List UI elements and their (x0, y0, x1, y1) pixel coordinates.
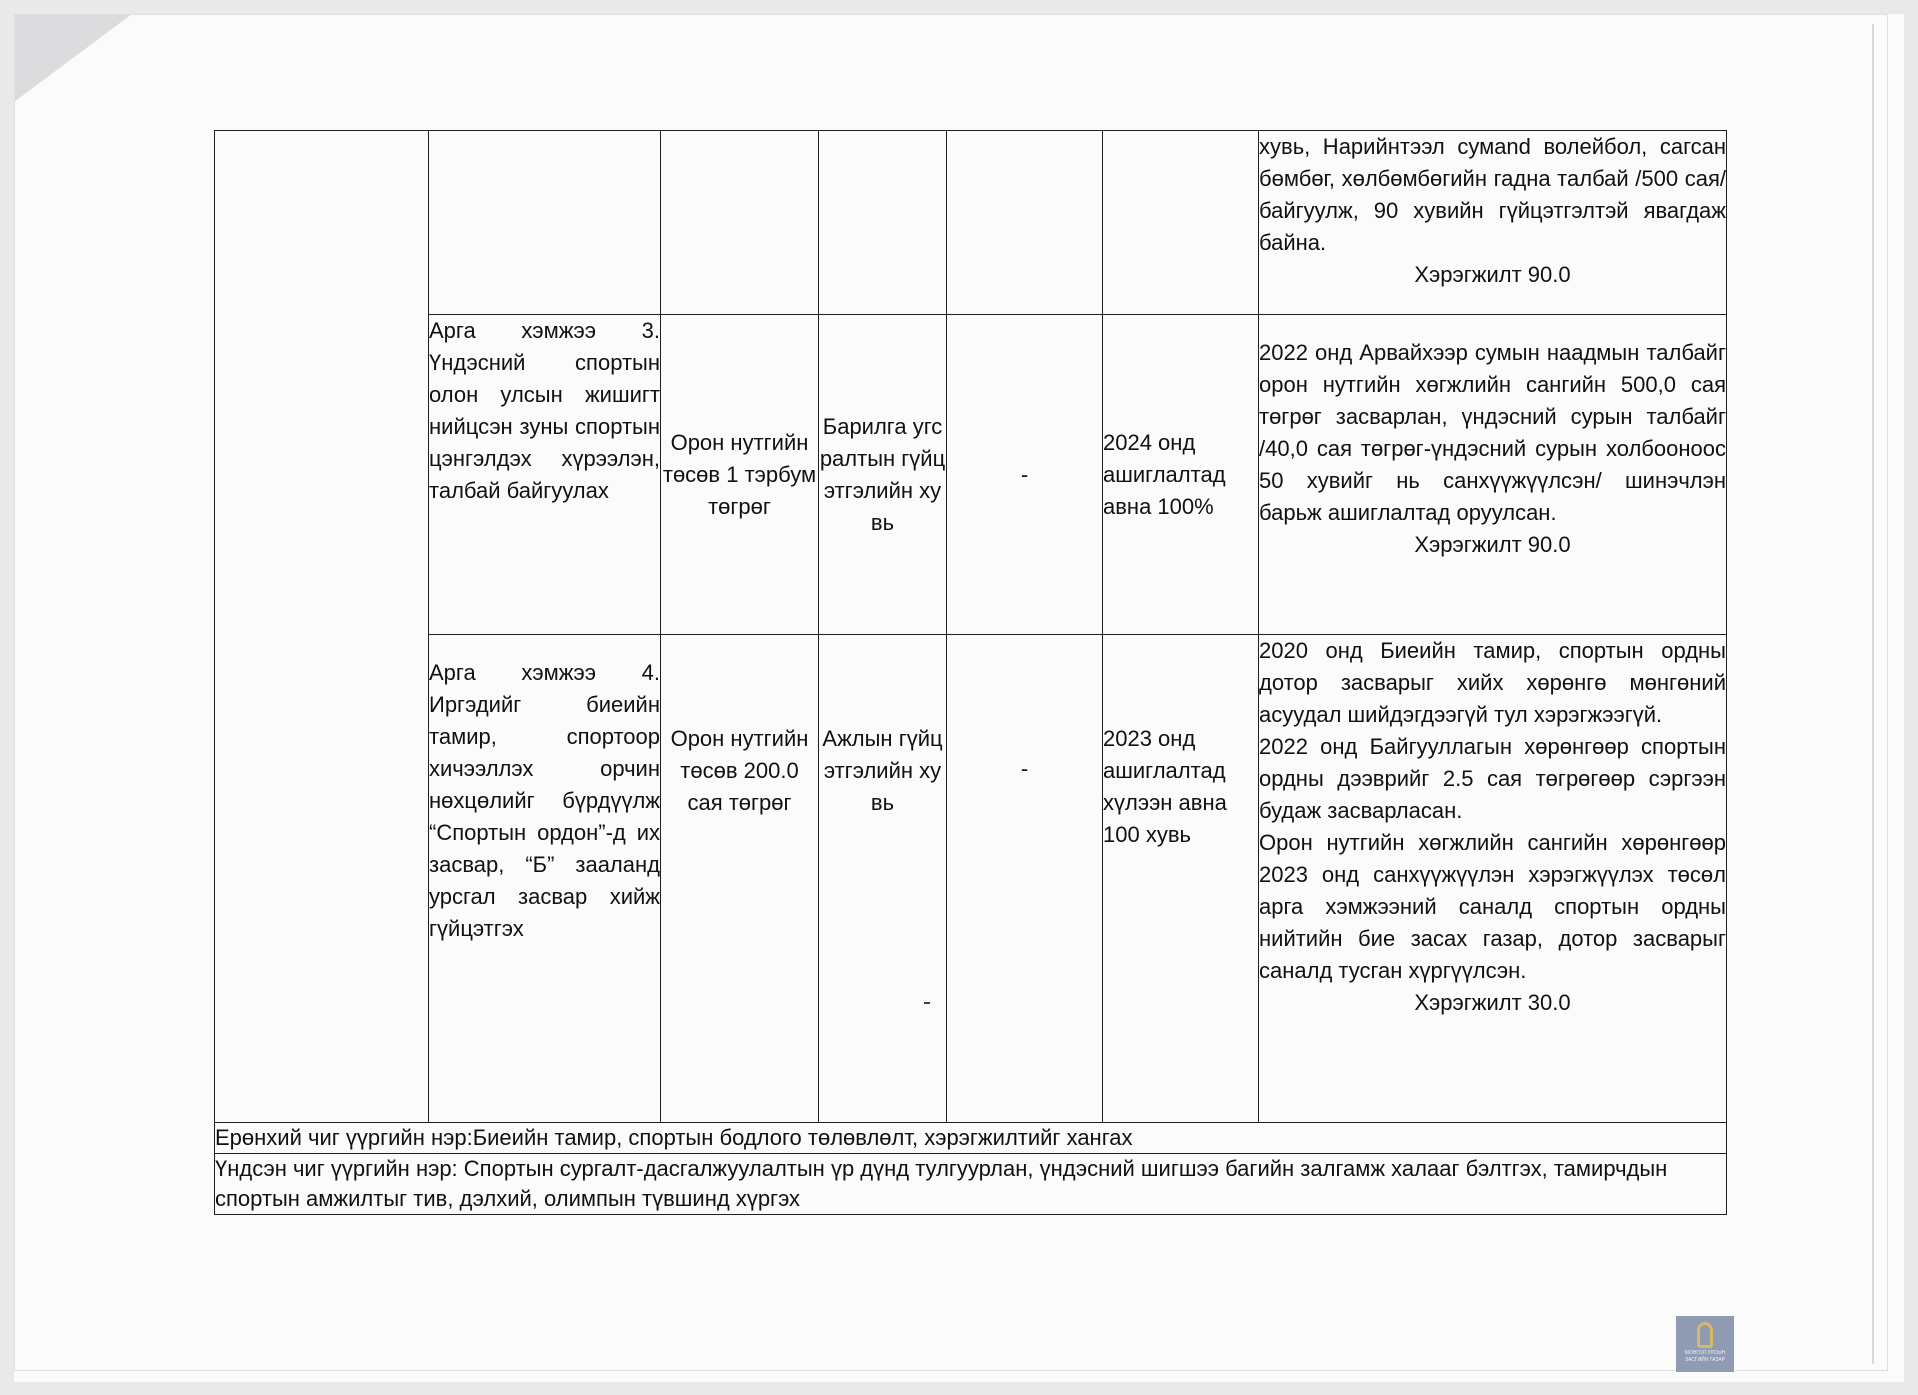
result-paragraph: Орон нутгийн хөгжлийн сангийн хөрөнгөөр 2023 онд санхүүжүүлэн хэрэгжүүлэх төсөл арга хэмжээний саналд спортын ордны нийтийн бие засах газар, дотор засварыг саналд тусган хүргүүлсэн. (1259, 830, 1726, 983)
main-direction-row (215, 1154, 1727, 1215)
compliance-score: Хэрэгжилт 90.0 (1414, 262, 1571, 287)
measure-cell (429, 635, 661, 1123)
result-cell (1259, 315, 1727, 635)
funding-cell (661, 315, 819, 635)
table-row-measure-3 (215, 315, 1727, 635)
state-emblem-icon (1697, 1322, 1713, 1348)
indicator-cell-empty (819, 131, 947, 315)
result-paragraph: 2022 онд Байгууллагын хөрөнгөөр спортын ордны дээврийг 2.5 сая төгрөгөөр сэргээн будаж засварласан. (1259, 734, 1726, 823)
target-cell-empty (1103, 131, 1259, 315)
funding-cell-empty (661, 131, 819, 315)
main-direction-text: Үндсэн чиг үүргийн нэр: Спортын сургалт-дасгалжуулалтын үр дүнд тулгуурлан, үндэсний шигшээ багийн залгамж халааг бэлтгэх, тамирчдын спортын амжилтыг тив, дэлхий, олимпын түвшинд хүргэх (215, 1156, 1668, 1211)
compliance-score: Хэрэгжилт 30.0 (1414, 990, 1571, 1015)
indicator-cell (819, 635, 947, 1123)
result-paragraph: 2022 онд Арвайхээр сумын наадмын талбайг орон нутгийн хөгжлийн сангийн 500,0 сая төгрөг засварлан, үндэсний сурын талбайг /40,0 сая төгрөг-үндэсний сурын холбооноос 50 хувийг нь санхүүжүүлсэн/ шинэчлэн барьж ашиглалтад оруулсан. (1259, 340, 1726, 525)
action-plan-table (214, 130, 1727, 1215)
funding-cell (661, 635, 819, 1123)
baseline-cell-empty (947, 131, 1103, 315)
target-text: 2023 онд ашиглалтад хүлээн авна 100 хувь (1103, 726, 1227, 847)
general-direction-text: Ерөнхий чиг үүргийн нэр:Биеийн тамир, спортын бодлого төлөвлөлт, хэрэгжилтийг хангах (215, 1125, 1133, 1150)
general-direction-cell (215, 1123, 1727, 1154)
general-direction-row (215, 1123, 1727, 1154)
funding-text: Орон нутгийн төсөв 200.0 сая төгрөг (670, 726, 809, 815)
measure-cell-empty (429, 131, 661, 315)
measure-text: Арга хэмжээ 4. Иргэдийг биеийн тамир, спортоор хичээллэх орчин нөхцөлийг бүрдүүлж “Спортын ордон”-д их засвар, “Б” зааланд урсгал засвар хийж гүйцэтгэх (429, 660, 660, 941)
table-row-continued (215, 131, 1727, 315)
main-direction-cell (215, 1154, 1727, 1215)
result-paragraph: 2020 онд Биеийн тамир, спортын ордны дотор засварыг хийх хөрөнгө мөнгөний асуудал шийдэгдээгүй тул хэрэгжээгүй. (1259, 638, 1726, 727)
seal-caption: МОНГОЛ УЛСЫН ЗАСГИЙН ГАЗАР (1684, 1350, 1726, 1363)
stray-dash-mark (924, 1002, 930, 1004)
indicator-text: Ажлын гүйцэтгэлийн хувь (822, 726, 943, 815)
indicator-text: Барилга угсралтын гүйцэтгэлийн хувь (819, 413, 946, 535)
target-text: 2024 онд ашиглалтад авна 100% (1103, 429, 1226, 519)
goal-cell-empty (215, 131, 429, 1123)
funding-text: Орон нутгийн төсөв 1 тэрбум төгрөг (662, 429, 817, 519)
government-seal (1676, 1316, 1734, 1372)
result-cell (1259, 635, 1727, 1123)
baseline-cell (947, 635, 1103, 1123)
target-cell (1103, 315, 1259, 635)
baseline-cell (947, 315, 1103, 635)
target-cell (1103, 635, 1259, 1123)
page-edge-line (1872, 24, 1874, 1364)
compliance-score: Хэрэгжилт 90.0 (1414, 532, 1571, 557)
measure-text: Арга хэмжээ 3. Үндэсний спортын олон улсын жишигт нийцсэн зуны спортын цэнгэлдэх хүрээлэн, талбай байгуулах (429, 318, 660, 503)
baseline-text: - (1020, 756, 1029, 781)
result-cell (1259, 131, 1727, 315)
result-text: хувь, Нарийнтээл сумand волейбол, сагсан бөмбөг, хөлбөмбөгийн гадна талбай /500 сая/ байгуулж, 90 хувийн гүйцэтгэлтэй явагдаж байна. (1259, 134, 1726, 255)
indicator-cell (819, 315, 947, 635)
measure-cell (429, 315, 661, 635)
table-row-measure-4 (215, 635, 1727, 1123)
baseline-text: - (1020, 461, 1029, 487)
